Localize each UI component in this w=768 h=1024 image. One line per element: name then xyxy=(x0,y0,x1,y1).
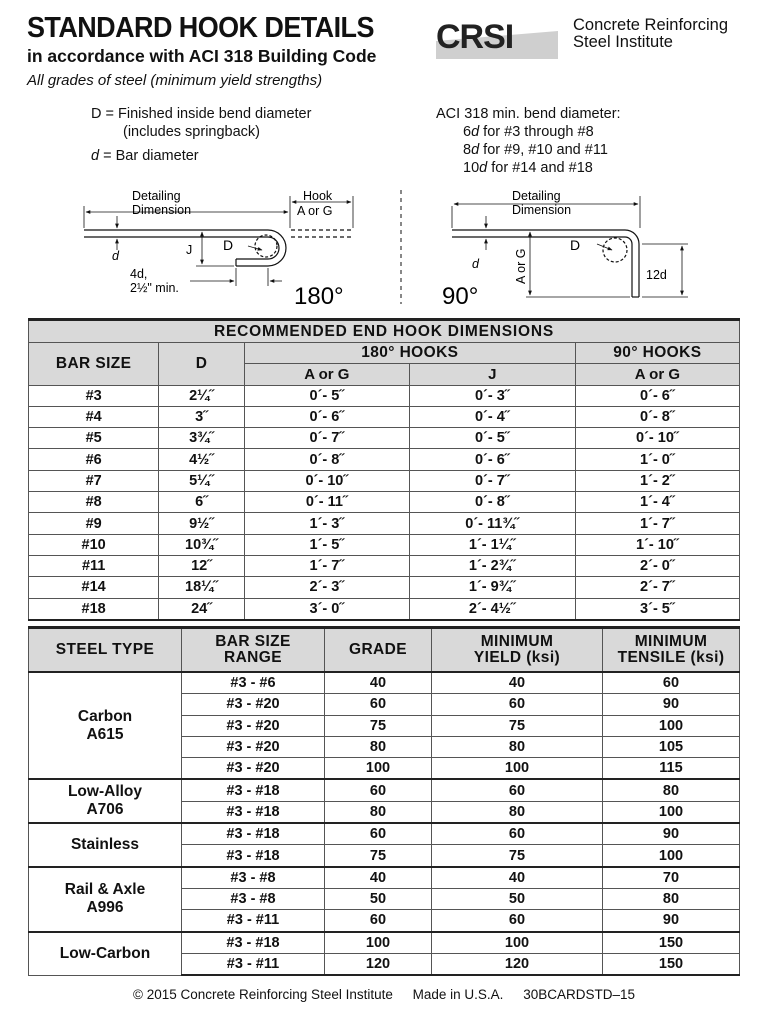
hook-row xyxy=(29,577,740,598)
page-title: STANDARD HOOK DETAILS xyxy=(27,12,374,44)
ag-label-90: A or G xyxy=(514,248,528,284)
d-cell: 5¼˝ xyxy=(159,470,245,491)
bar-range-cell: #3 - #18 xyxy=(182,823,325,845)
grade-cell: 75 xyxy=(325,715,432,736)
grade-cell: 80 xyxy=(325,736,432,757)
grade-cell: 75 xyxy=(325,845,432,867)
steel-type-spec: A996 xyxy=(86,899,124,917)
steel-type-name: Low-Alloy xyxy=(67,783,143,801)
page-subtitle: in accordance with ACI 318 Building Code xyxy=(27,46,377,66)
yield-cell: 50 xyxy=(432,888,603,909)
steel-row xyxy=(29,672,740,694)
ag180-cell: 0´- 6˝ xyxy=(244,406,409,427)
d-cell: 6˝ xyxy=(159,492,245,513)
steel-row xyxy=(29,823,740,845)
j-cell: 0´- 4˝ xyxy=(409,406,575,427)
yield-cell: 60 xyxy=(432,779,603,801)
ag180-cell: 1´- 3˝ xyxy=(244,513,409,534)
grade-cell: 60 xyxy=(325,694,432,715)
hook-label-2: A or G xyxy=(297,204,333,218)
j-cell: 0´- 8˝ xyxy=(409,492,575,513)
ag90-cell: 1´- 4˝ xyxy=(575,492,739,513)
col-ag-90: A or G xyxy=(575,364,739,385)
col-bar-range: BAR SIZE RANGE xyxy=(182,628,325,673)
tensile-cell: 80 xyxy=(603,779,740,801)
ag90-cell: 1´- 0˝ xyxy=(575,449,739,470)
steel-type-spec: A706 xyxy=(86,801,124,819)
ag180-cell: 0´- 10˝ xyxy=(244,470,409,491)
d-label-90: d xyxy=(472,257,479,271)
yield-cell: 60 xyxy=(432,694,603,715)
bar-size-cell: #9 xyxy=(29,513,159,534)
ag180-cell: 2´- 3˝ xyxy=(244,577,409,598)
bar-range-cell: #3 - #20 xyxy=(182,715,325,736)
ag90-cell: 1´- 10˝ xyxy=(575,534,739,555)
tensile-cell: 90 xyxy=(603,910,740,932)
tensile-cell: 105 xyxy=(603,736,740,757)
angle-180: 180° xyxy=(294,283,344,310)
ag180-cell: 3´- 0˝ xyxy=(244,598,409,620)
hook-row xyxy=(29,555,740,576)
d-cell: 12˝ xyxy=(159,555,245,576)
tensile-cell: 70 xyxy=(603,867,740,889)
ag90-cell: 2´- 7˝ xyxy=(575,577,739,598)
grade-cell: 100 xyxy=(325,932,432,954)
col-ag-180: A or G xyxy=(244,364,409,385)
j-cell: 0´- 7˝ xyxy=(409,470,575,491)
d-cell: 24˝ xyxy=(159,598,245,620)
yield-cell: 40 xyxy=(432,867,603,889)
aci-min-bend xyxy=(436,105,621,177)
bar-size-cell: #6 xyxy=(29,449,159,470)
d-cell: 18¼˝ xyxy=(159,577,245,598)
hook-row xyxy=(29,428,740,449)
grade-cell: 50 xyxy=(325,888,432,909)
ag180-cell: 1´- 7˝ xyxy=(244,555,409,576)
bar-range-cell: #3 - #18 xyxy=(182,845,325,867)
legend-d xyxy=(91,147,311,165)
yield-cell: 60 xyxy=(432,823,603,845)
grade-cell: 80 xyxy=(325,801,432,823)
grade-cell: 40 xyxy=(325,672,432,694)
grade-cell: 40 xyxy=(325,867,432,889)
footer-code: 30BCARDSTD–15 xyxy=(523,987,635,1002)
yield-cell: 80 xyxy=(432,801,603,823)
steel-type-name: Stainless xyxy=(70,835,140,853)
det-dim-180-2: Dimension xyxy=(132,203,192,217)
tensile-cell: 90 xyxy=(603,823,740,845)
j-cell: 1´- 1¼˝ xyxy=(409,534,575,555)
ag90-cell: 1´- 2˝ xyxy=(575,470,739,491)
ag180-cell: 0´- 11˝ xyxy=(244,492,409,513)
yield-cell: 100 xyxy=(432,758,603,780)
bar-range-cell: #3 - #20 xyxy=(182,736,325,757)
col-min-tensile: MINIMUM TENSILE (ksi) xyxy=(603,628,740,673)
yield-cell: 75 xyxy=(432,845,603,867)
ag90-cell: 1´- 7˝ xyxy=(575,513,739,534)
j-cell: 0´- 6˝ xyxy=(409,449,575,470)
tensile-cell: 80 xyxy=(603,888,740,909)
ag180-cell: 0´- 5˝ xyxy=(244,385,409,406)
bar-size-cell: #10 xyxy=(29,534,159,555)
bar-size-cell: #5 xyxy=(29,428,159,449)
j-cell: 1´- 9¾˝ xyxy=(409,577,575,598)
steel-row xyxy=(29,779,740,801)
aci-row-1: 6d for #3 through #8 xyxy=(463,124,594,140)
bar-range-cell: #3 - #20 xyxy=(182,694,325,715)
org-line-2: Steel Institute xyxy=(573,33,673,51)
col-group-90: 90° HOOKS xyxy=(575,343,739,364)
steel-type-cell xyxy=(29,823,182,867)
hook-table-caption: RECOMMENDED END HOOK DIMENSIONS xyxy=(29,320,740,343)
tensile-cell: 115 xyxy=(603,758,740,780)
bar-size-cell: #3 xyxy=(29,385,159,406)
tensile-cell: 90 xyxy=(603,694,740,715)
grade-cell: 60 xyxy=(325,779,432,801)
hook-row xyxy=(29,449,740,470)
steel-type-cell xyxy=(29,932,182,976)
j-cell: 0´- 11¾˝ xyxy=(409,513,575,534)
steel-type-cell xyxy=(29,867,182,932)
d-cell: 9½˝ xyxy=(159,513,245,534)
d-cell: 10¾˝ xyxy=(159,534,245,555)
yield-cell: 80 xyxy=(432,736,603,757)
bar-range-cell: #3 - #18 xyxy=(182,801,325,823)
col-bar-size: BAR SIZE xyxy=(29,343,159,386)
j-cell: 0´- 5˝ xyxy=(409,428,575,449)
col-steel-type: STEEL TYPE xyxy=(29,628,182,673)
grade-cell: 120 xyxy=(325,953,432,975)
ag180-cell: 1´- 5˝ xyxy=(244,534,409,555)
footer-copyright: © 2015 Concrete Reinforcing Steel Institute xyxy=(133,987,393,1002)
ext-label-180-2: 2½" min. xyxy=(130,281,179,295)
col-grade: GRADE xyxy=(325,628,432,673)
tensile-cell: 100 xyxy=(603,801,740,823)
bar-range-cell: #3 - #11 xyxy=(182,910,325,932)
ext-label-90: 12d xyxy=(646,268,667,282)
bar-range-cell: #3 - #18 xyxy=(182,779,325,801)
legend-D-note: (includes springback) xyxy=(123,124,261,140)
yield-cell: 75 xyxy=(432,715,603,736)
steel-row xyxy=(29,867,740,889)
ag90-cell: 0´- 6˝ xyxy=(575,385,739,406)
col-D: D xyxy=(159,343,245,386)
steel-type-spec: A615 xyxy=(86,725,124,743)
det-dim-90-1: Detailing xyxy=(512,189,561,203)
det-dim-90-2: Dimension xyxy=(512,203,572,217)
bar-range-cell: #3 - #20 xyxy=(182,758,325,780)
tensile-cell: 100 xyxy=(603,845,740,867)
steel-type-cell xyxy=(29,672,182,779)
bar-size-cell: #7 xyxy=(29,470,159,491)
D-label-90: D xyxy=(570,237,581,253)
d-label-180: d xyxy=(112,249,119,263)
tensile-cell: 150 xyxy=(603,932,740,954)
grade-cell: 60 xyxy=(325,823,432,845)
yield-cell: 120 xyxy=(432,953,603,975)
bar-size-cell: #8 xyxy=(29,492,159,513)
aci-title: ACI 318 min. bend diameter: xyxy=(436,106,621,122)
j-cell: 0´- 3˝ xyxy=(409,385,575,406)
org-line-1: Concrete Reinforcing xyxy=(573,16,728,34)
j-label: J xyxy=(186,243,193,257)
footer-made-in: Made in U.S.A. xyxy=(412,987,504,1002)
ag90-cell: 3´- 5˝ xyxy=(575,598,739,620)
tensile-cell: 60 xyxy=(603,672,740,694)
hook-row xyxy=(29,406,740,427)
d-cell: 3¾˝ xyxy=(159,428,245,449)
bar-range-cell: #3 - #11 xyxy=(182,953,325,975)
bar-size-cell: #4 xyxy=(29,406,159,427)
hook-row xyxy=(29,598,740,620)
col-j: J xyxy=(409,364,575,385)
col-group-180: 180° HOOKS xyxy=(244,343,575,364)
grade-cell: 100 xyxy=(325,758,432,780)
ag90-cell: 0´- 10˝ xyxy=(575,428,739,449)
j-cell: 1´- 2¾˝ xyxy=(409,555,575,576)
bar-range-cell: #3 - #18 xyxy=(182,932,325,954)
bar-range-cell: #3 - #8 xyxy=(182,888,325,909)
legend-definitions xyxy=(91,105,311,165)
hook-row xyxy=(29,470,740,491)
yield-cell: 40 xyxy=(432,672,603,694)
aci-row-3: 10d for #14 and #18 xyxy=(463,160,593,176)
steel-type-name: Low-Carbon xyxy=(59,944,151,962)
hook-row xyxy=(29,492,740,513)
j-cell: 2´- 4½˝ xyxy=(409,598,575,620)
bar-size-cell: #14 xyxy=(29,577,159,598)
hook-row xyxy=(29,534,740,555)
bar-range-cell: #3 - #8 xyxy=(182,867,325,889)
bar-size-cell: #18 xyxy=(29,598,159,620)
hook-diagrams xyxy=(0,180,768,310)
steel-type-name: Rail & Axle xyxy=(64,881,146,899)
yield-cell: 60 xyxy=(432,910,603,932)
grade-cell: 60 xyxy=(325,910,432,932)
legend-d-symbol: d xyxy=(91,148,100,164)
d-cell: 4½˝ xyxy=(159,449,245,470)
grades-note: All grades of steel (minimum yield strengths) xyxy=(27,72,323,89)
tensile-cell: 150 xyxy=(603,953,740,975)
organization-name xyxy=(573,17,728,51)
bar-size-cell: #11 xyxy=(29,555,159,576)
footer xyxy=(0,987,768,1002)
D-label-180: D xyxy=(223,237,234,253)
yield-cell: 100 xyxy=(432,932,603,954)
legend-D: D = Finished inside bend diameter xyxy=(91,106,312,122)
ag180-cell: 0´- 7˝ xyxy=(244,428,409,449)
d-cell: 2¼˝ xyxy=(159,385,245,406)
ext-label-180-1: 4d, xyxy=(130,267,148,281)
crsi-logo xyxy=(436,17,558,59)
hook-row xyxy=(29,385,740,406)
d-cell: 3˝ xyxy=(159,406,245,427)
hook-dimensions-table xyxy=(28,318,740,621)
bar-range-cell: #3 - #6 xyxy=(182,672,325,694)
steel-grades-table xyxy=(28,626,740,976)
ag180-cell: 0´- 8˝ xyxy=(244,449,409,470)
steel-type-name: Carbon xyxy=(77,707,133,725)
steel-row xyxy=(29,932,740,954)
ag90-cell: 2´- 0˝ xyxy=(575,555,739,576)
hook-row xyxy=(29,513,740,534)
angle-90: 90° xyxy=(442,283,479,310)
det-dim-180-1: Detailing xyxy=(132,189,181,203)
logo-text: CRSI xyxy=(436,18,514,56)
steel-type-cell xyxy=(29,779,182,823)
aci-row-2: 8d for #9, #10 and #11 xyxy=(463,142,608,158)
hook-label-1: Hook xyxy=(303,189,333,203)
col-min-yield: MINIMUM YIELD (ksi) xyxy=(432,628,603,673)
legend-d-text: = Bar diameter xyxy=(99,148,199,164)
tensile-cell: 100 xyxy=(603,715,740,736)
ag90-cell: 0´- 8˝ xyxy=(575,406,739,427)
